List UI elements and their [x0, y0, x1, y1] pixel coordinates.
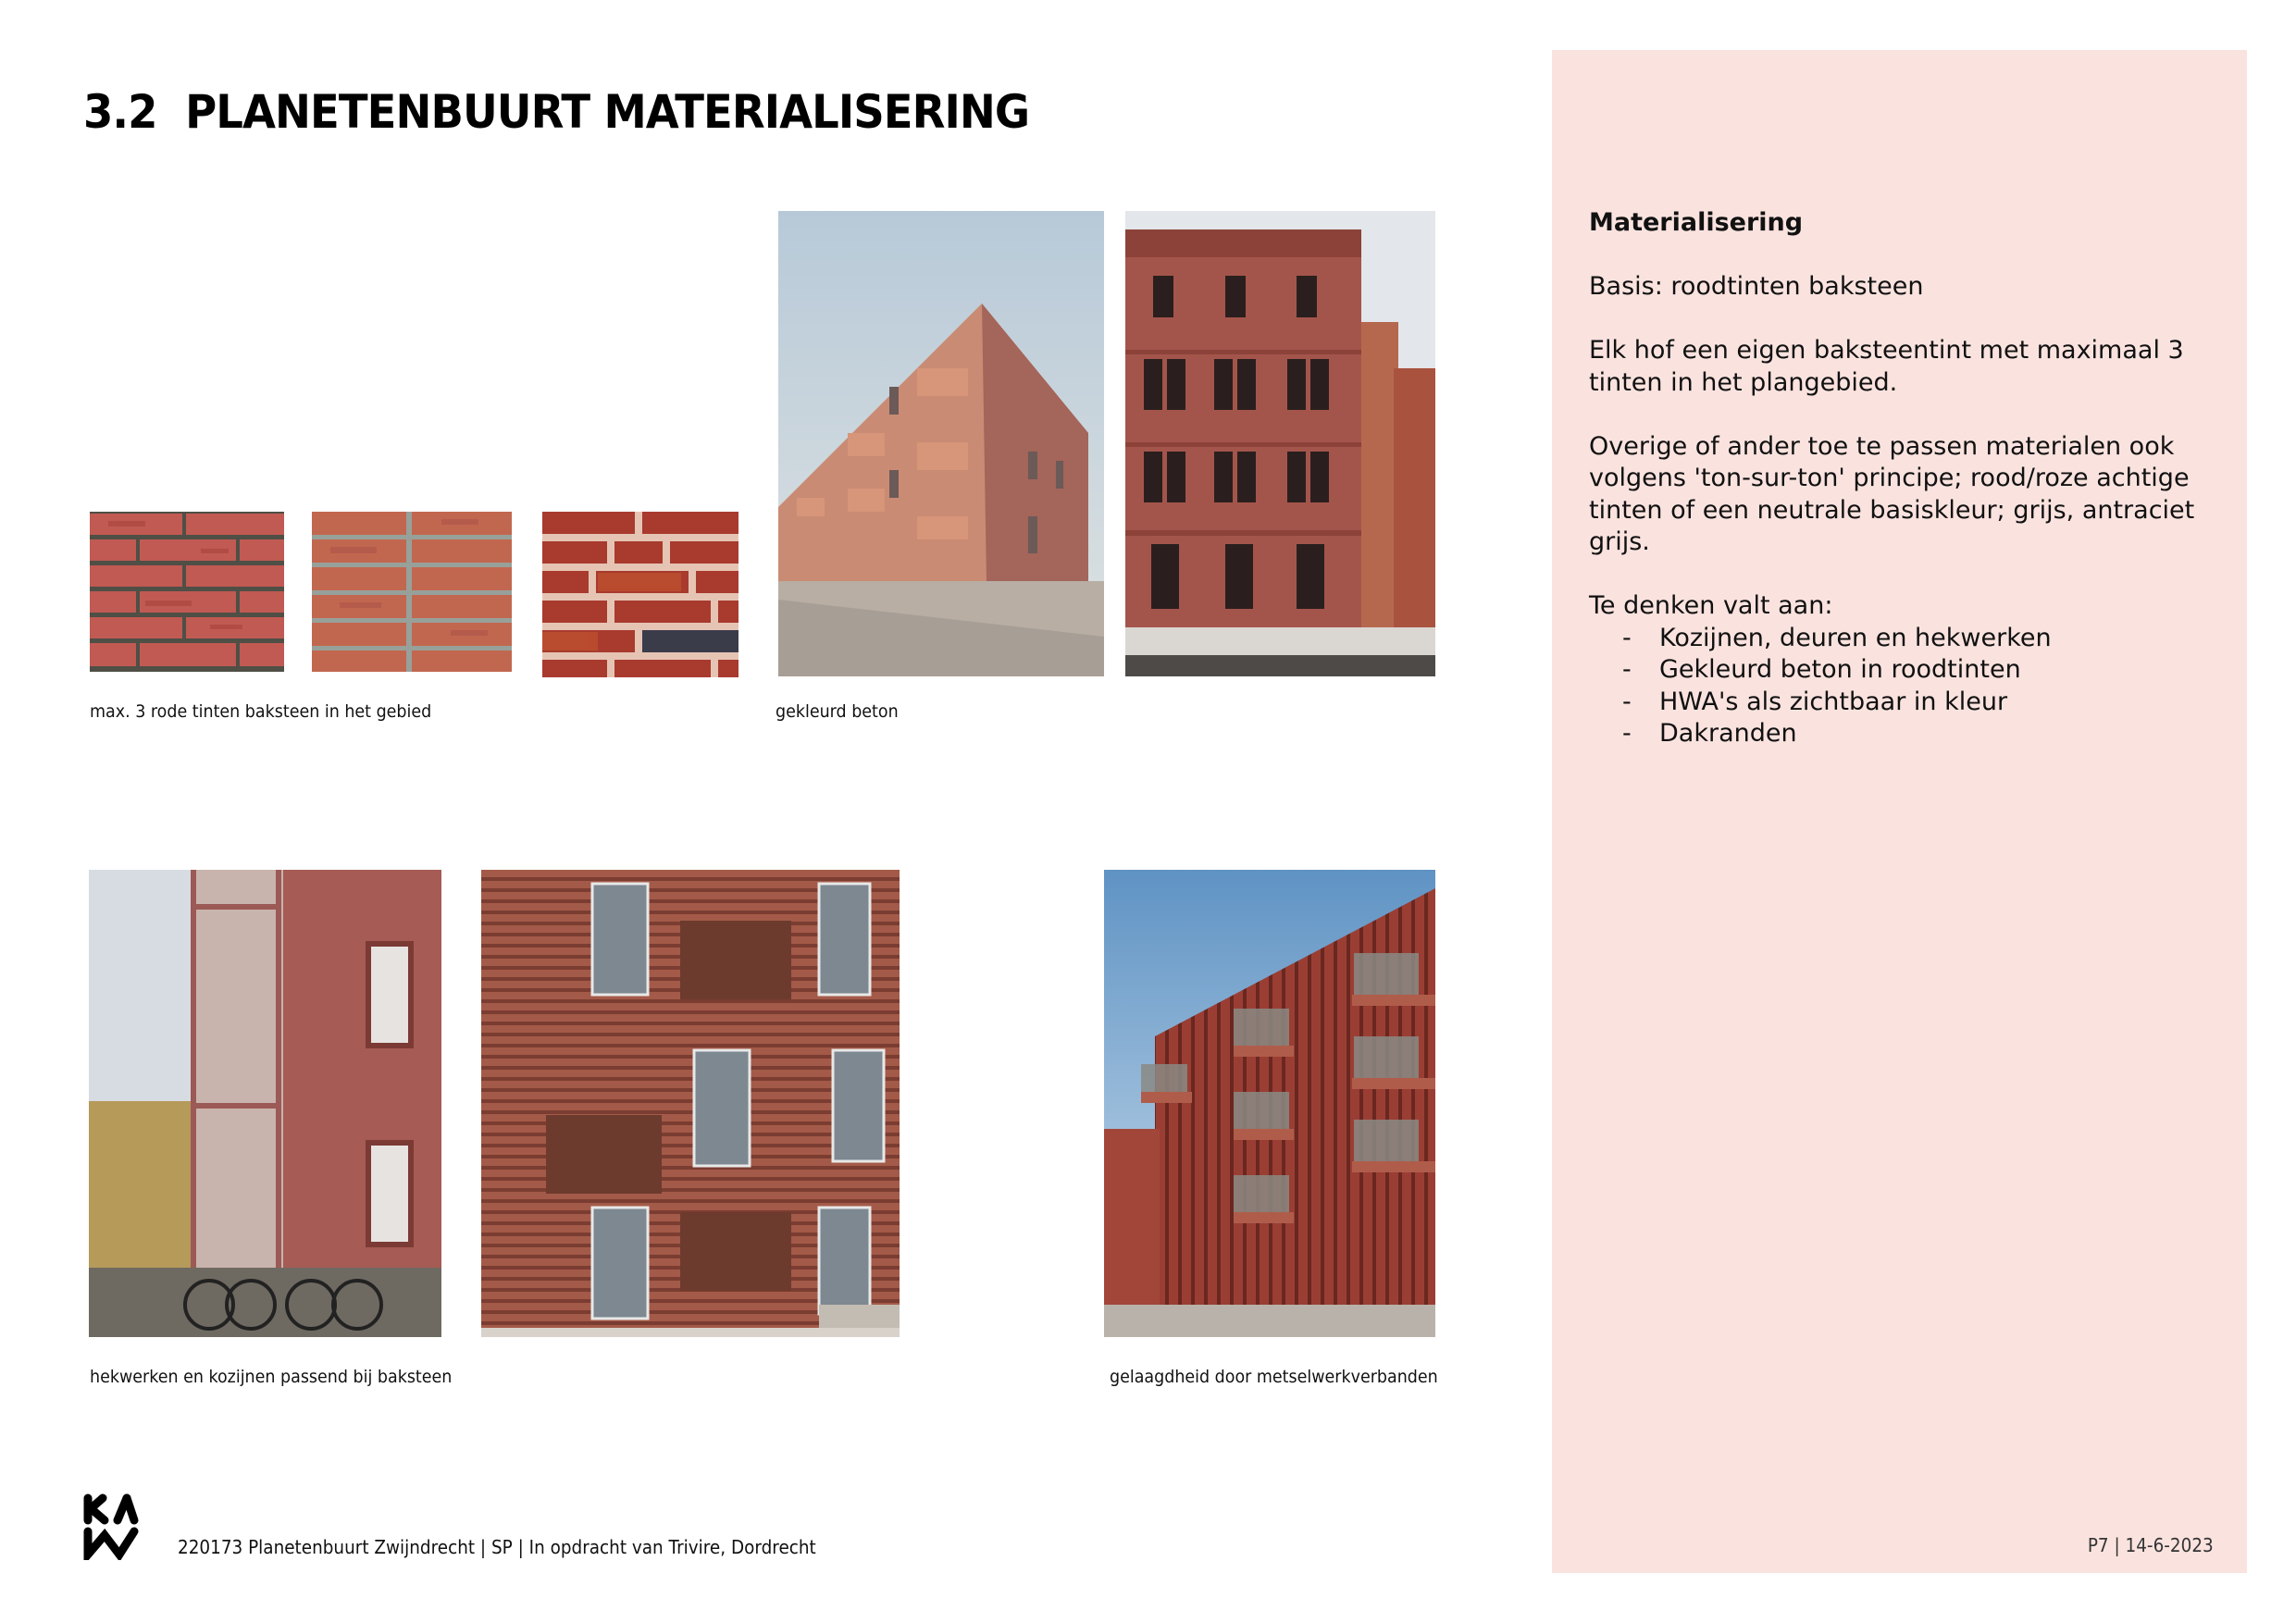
dash-bullet: -: [1622, 719, 1632, 748]
materialisering-panel: [1552, 50, 2247, 1573]
panel-paragraph-tints: Elk hof een eigen baksteentint met maximaal 3 tinten in het plangebied.: [1589, 336, 2184, 397]
panel-list: [1589, 623, 2237, 750]
list-item: - HWA's als zichtbaar in kleur: [1589, 687, 2237, 719]
caption-bricks: max. 3 rode tinten baksteen in het gebied: [90, 701, 432, 722]
panel-paragraph-other-materials: Overige of ander toe te passen materialen ook volgens 'ton-sur-ton' principe; rood/roze achtige tinten of een neutrale basiskleur; grijs, antraciet grijs.: [1589, 431, 2195, 556]
dash-bullet: -: [1622, 687, 1632, 716]
brick-swatch-1: [90, 512, 284, 672]
kaw-logo-icon: [82, 1493, 140, 1560]
photo-layered-masonry: [1104, 870, 1435, 1337]
photo-colored-concrete-building: [778, 211, 1104, 676]
caption-railings: hekwerken en kozijnen passend bij baksteen: [90, 1367, 453, 1387]
brick-swatch-2: [312, 512, 512, 672]
list-item: - Gekleurd beton in roodtinten: [1589, 654, 2237, 687]
page-number-date: P7 | 14-6-2023: [2088, 1534, 2214, 1556]
dash-bullet: -: [1622, 655, 1632, 684]
list-item: - Dakranden: [1589, 718, 2237, 750]
footer-project-info: 220173 Planetenbuurt Zwijndrecht | SP | In opdracht van Trivire, Dordrecht: [178, 1536, 816, 1558]
panel-title: Materialisering: [1589, 208, 1804, 237]
photo-brick-townhouse: [1125, 211, 1435, 676]
page-title: 3.2 PLANETENBUURT MATERIALISERING: [83, 85, 1030, 139]
photo-railings-frames: [89, 870, 441, 1337]
dash-bullet: -: [1622, 623, 1632, 652]
caption-layering: gelaagdheid door metselwerkverbanden: [1110, 1367, 1438, 1387]
photo-brick-facade-balconies: [481, 870, 900, 1337]
caption-colored-concrete: gekleurd beton: [776, 701, 899, 722]
list-item: - Kozijnen, deuren en hekwerken: [1589, 623, 2237, 655]
panel-list-intro: Te denken valt aan:: [1589, 591, 1833, 620]
panel-paragraph-basis: Basis: roodtinten baksteen: [1589, 272, 1924, 301]
brick-swatch-3: [542, 512, 738, 677]
